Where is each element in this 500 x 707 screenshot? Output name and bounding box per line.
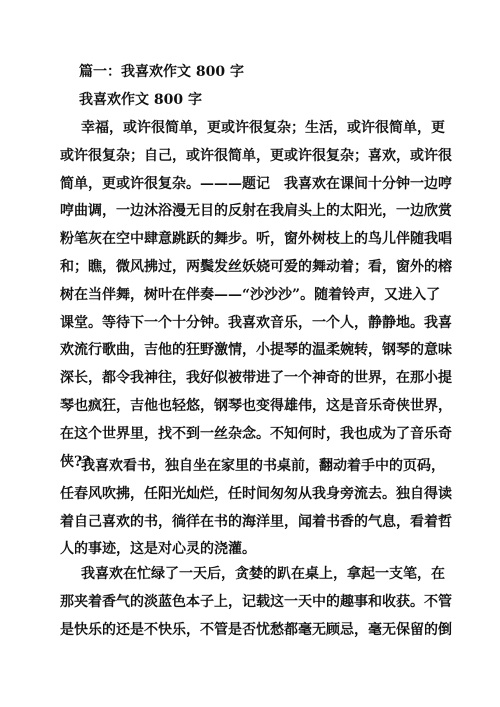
text-line: 和；瞧，微风拂过，两鬓发丝妖娆可爱的舞动着；看，窗外的榕 — [60, 258, 452, 275]
text-line: 或许很复杂；自己，或许很简单，更或许很复杂；喜欢，或许很 — [60, 147, 452, 164]
text-line: 哼曲调，一边沐浴漫无目的反射在我肩头上的太阳光，一边欣赏 — [60, 203, 452, 220]
essay-title: 我喜欢作文 800 字 — [79, 92, 202, 108]
text-line: 欢流行歌曲，吉他的狂野激情，小提琴的温柔婉转，钢琴的意味 — [60, 342, 452, 359]
text-line: 任春风吹拂，任阳光灿烂，任时间匆匆从我身旁流去。独自得读 — [60, 485, 452, 502]
section-title: 篇一：我喜欢作文 800 字 — [79, 64, 244, 80]
text-line: 我喜欢在忙绿了一天后，贪婪的趴在桌上，拿起一支笔，在 — [81, 566, 445, 582]
text-line: 那夹着香气的淡蓝色本子上，记载这一天中的趣事和收获。不管 — [60, 593, 452, 610]
text-line: 在这个世界里，找不到一丝杂念。不知何时，我也成为了音乐奇 — [60, 425, 452, 442]
text-line: 简单，更或许很复杂。———题记 我喜欢在课间十分钟一边哼 — [60, 175, 452, 192]
paragraph-2 — [60, 453, 452, 564]
text-line: 人的事迹，这是对心灵的浇灌。 — [60, 541, 256, 558]
text-line: 树在当伴舞，树叶在伴奏——“沙沙沙”。随着铃声，又进入了 — [60, 286, 441, 303]
text-line: 琴也疯狂，吉他也轻悠，钢琴也变得雄伟，这是音乐奇侠世界， — [60, 397, 452, 414]
text-line: 着自己喜欢的书，徜徉在书的海洋里，闻着书香的气息，看着哲 — [60, 513, 452, 530]
text-line: 幸福，或许很简单，更或许很复杂；生活，或许很简单，更 — [81, 120, 445, 136]
text-line: 课堂。等待下一个十分钟。我喜欢音乐，一个人，静静地。我喜 — [60, 314, 452, 331]
text-line: 我喜欢看书，独自坐在家里的书桌前，翻动着手中的页码， — [81, 458, 445, 474]
text-line: 侠?? — [60, 453, 91, 470]
text-line: 深长，都令我神往，我好似被带进了一个神奇的世界，在那小提 — [60, 370, 452, 387]
paragraph-3 — [60, 561, 452, 644]
text-line: 是快乐的还是不快乐，不管是否忧愁都毫无顾忌，毫无保留的倒 — [60, 621, 452, 638]
text-line: 粉笔灰在空中肆意跳跃的舞步。听，窗外树枝上的鸟儿伴随我唱 — [60, 231, 452, 248]
paragraph-1 — [60, 115, 452, 476]
